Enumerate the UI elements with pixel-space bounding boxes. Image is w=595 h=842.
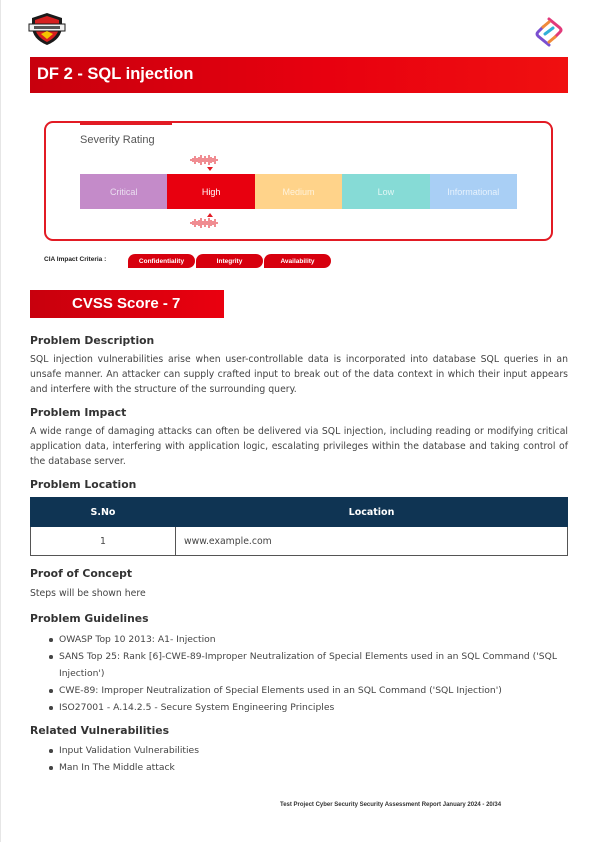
cia-criteria-label: CIA Impact Criteria :: [44, 256, 107, 263]
list-item: SANS Top 25: Rank [6]-CWE-89-Improper Neutralization of Special Elements used in an SQL Command ('SQL Injection'): [47, 648, 567, 682]
proof-of-concept-text: Steps will be shown here: [30, 588, 146, 599]
page-footer: Test Project Cyber Security Security Assessment Report January 2024 - 20/34: [280, 802, 502, 808]
location-table: [30, 497, 568, 556]
list-item: CWE-89: Improper Neutralization of Special Elements used in an SQL Command ('SQL Injection'): [47, 682, 567, 699]
severity-level-informational: Informational: [430, 174, 517, 209]
severity-marker-bottom-icon: [207, 213, 213, 217]
severity-rating-title: Severity Rating: [80, 134, 155, 146]
problem-impact-heading: Problem Impact: [30, 406, 127, 419]
guidelines-list: [47, 631, 567, 716]
pulse-wave-icon: [190, 155, 218, 165]
severity-marker-top-icon: [207, 167, 213, 171]
column-header-sno: S.No: [31, 498, 176, 527]
page-edge: [0, 0, 1, 842]
problem-impact-text: A wide range of damaging attacks can often be delivered via SQL injection, including reading or modifying critical application data, interfering with application logic, escalating privileges within the database and taking control of the database server.: [30, 426, 568, 467]
cia-tag-integrity: Integrity: [196, 254, 263, 268]
cia-tag-availability: Availability: [264, 254, 331, 268]
list-item: OWASP Top 10 2013: A1- Injection: [47, 631, 567, 648]
severity-level-medium: Medium: [255, 174, 342, 209]
related-vulnerabilities-heading: Related Vulnerabilities: [30, 724, 170, 737]
problem-description-heading: Problem Description: [30, 334, 155, 347]
list-item: Man In The Middle attack: [47, 759, 567, 776]
finding-title-bar: [30, 57, 568, 93]
problem-location-heading: Problem Location: [30, 478, 137, 491]
problem-guidelines-heading: Problem Guidelines: [30, 612, 149, 625]
cell-location: www.example.com: [176, 527, 568, 556]
problem-description-text: SQL injection vulnerabilities arise when user-controllable data is incorporated into database SQL queries in an unsafe manner. An attacker can supply crafted input to break out of the data context in which their input appears and interfere with the structure of the surrounding query.: [30, 354, 568, 395]
pulse-wave-icon: [190, 218, 218, 228]
severity-scale: [80, 174, 517, 209]
column-header-location: Location: [176, 498, 568, 527]
list-item: Input Validation Vulnerabilities: [47, 742, 567, 759]
severity-level-low: Low: [342, 174, 429, 209]
shield-badge-logo-icon: [28, 12, 66, 46]
table-row: [31, 527, 568, 556]
list-item: ISO27001 - A.14.2.5 - Secure System Engineering Principles: [47, 699, 567, 716]
severity-level-high: High: [167, 174, 254, 209]
interlocked-s-logo-icon: [533, 16, 565, 48]
related-vulnerabilities-list: [47, 742, 567, 776]
table-header-row: [31, 498, 568, 527]
finding-title: DF 2 - SQL injection: [37, 65, 194, 83]
proof-of-concept-heading: Proof of Concept: [30, 567, 133, 580]
cell-sno: 1: [31, 527, 176, 556]
severity-panel-tab: [80, 121, 172, 125]
cvss-score-label: CVSS Score - 7: [72, 295, 181, 312]
severity-level-critical: Critical: [80, 174, 167, 209]
cvss-score-bar: [30, 290, 224, 318]
cia-tag-confidentiality: Confidentiality: [128, 254, 195, 268]
